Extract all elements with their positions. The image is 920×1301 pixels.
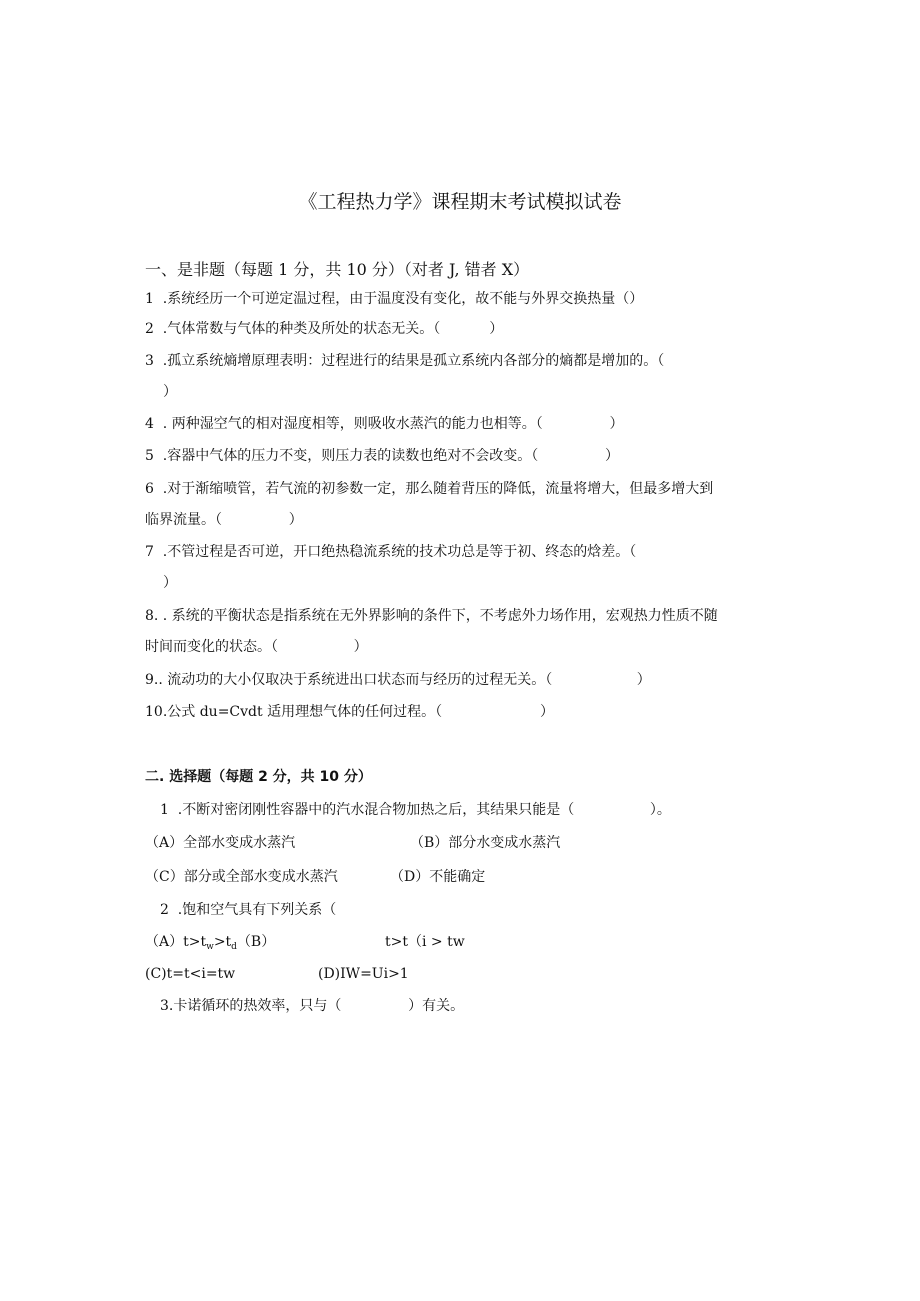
- question-1-9: 9.. 流动功的大小仅取决于系统进出口状态而与经历的过程无关。（ ）: [145, 672, 651, 688]
- question-1-7-continuation: ）: [163, 575, 177, 591]
- option-a-suffix: （B）: [236, 934, 276, 950]
- subscript-w: w: [206, 942, 214, 952]
- question-1-6-continuation: 临界流量。（ ）: [145, 512, 303, 528]
- section2-heading: 二. 选择题（每题 2 分，共 10 分）: [145, 769, 372, 785]
- option-a-middle: >t: [213, 934, 232, 950]
- page-title: 《工程热力学》课程期末考试模拟试卷: [298, 191, 622, 213]
- question-2-1-option-d: （D）不能确定: [390, 869, 486, 885]
- question-2-1-option-b: （B）部分水变成水蒸汽: [410, 835, 561, 851]
- question-1-10: 10.公式 du=Cvdt 适用理想气体的任何过程。（ ）: [145, 704, 554, 720]
- section1-heading: 一、是非题（每题 1 分，共 10 分）（对者 J, 错者 X）: [145, 260, 530, 279]
- question-1-1: 1 .系统经历一个可逆定温过程，由于温度没有变化，故不能与外界交换热量（）: [145, 291, 644, 307]
- question-1-3-continuation: ）: [163, 384, 177, 400]
- question-1-6: 6 .对于渐缩喷管，若气流的初参数一定，那么随着背压的降低，流量将增大，但最多增大到: [145, 481, 714, 497]
- question-2-2-option-b: t>t（i > tw: [385, 934, 465, 950]
- subscript-d: d: [231, 942, 237, 952]
- question-2-2-option-a: [145, 932, 275, 957]
- question-1-2: 2 .气体常数与气体的种类及所处的状态无关。（ ）: [145, 321, 504, 337]
- question-1-4: 4 . 两种湿空气的相对湿度相等，则吸收水蒸汽的能力也相等。（ ）: [145, 416, 624, 432]
- question-2-1-option-a: （A）全部水变成水蒸汽: [145, 835, 296, 851]
- question-2-1-option-c: （C）部分或全部水变成水蒸汽: [145, 869, 338, 885]
- question-2-2: 2 .饱和空气具有下列关系（: [160, 902, 337, 918]
- question-1-7: 7 .不管过程是否可逆，开口绝热稳流系统的技术功总是等于初、终态的焓差。（: [145, 544, 637, 560]
- question-2-3: 3.卡诺循环的热效率，只与（ ）有关。: [160, 998, 465, 1014]
- option-a-prefix: （A）t>t: [145, 934, 207, 950]
- question-2-2-option-c: (C)t=t<i=tw: [145, 966, 236, 982]
- question-1-5: 5 .容器中气体的压力不变，则压力表的读数也绝对不会改变。（ ）: [145, 448, 620, 464]
- question-2-1: 1 .不断对密闭刚性容器中的汽水混合物加热之后，其结果只能是（ ）。: [160, 802, 671, 818]
- question-1-8-continuation: 时间而变化的状态。（ ）: [145, 639, 368, 655]
- question-1-8: 8. . 系统的平衡状态是指系统在无外界影响的条件下，不考虑外力场作用，宏观热力性质不随: [145, 608, 718, 624]
- question-2-2-option-d: (D)IW=Ui>1: [318, 966, 409, 982]
- question-1-3: 3 .孤立系统熵增原理表明：过程进行的结果是孤立系统内各部分的熵都是增加的。（: [145, 353, 665, 369]
